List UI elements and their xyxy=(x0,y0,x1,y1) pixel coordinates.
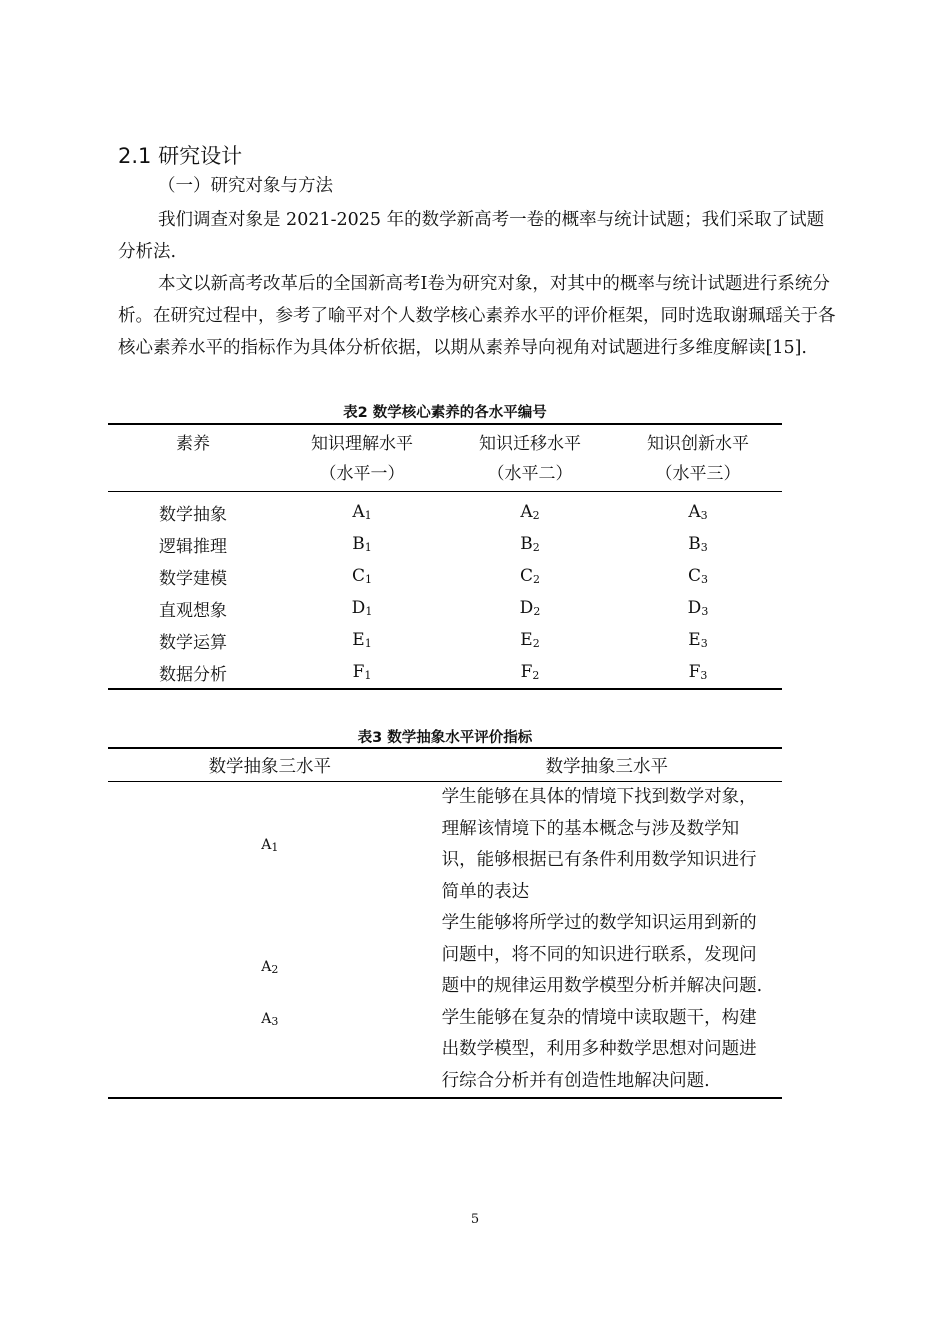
code-letter: E xyxy=(520,630,533,650)
code-letter: F xyxy=(520,662,533,682)
code-letter: B xyxy=(520,534,533,554)
code-level: 2 xyxy=(271,962,279,976)
code-letter: A xyxy=(261,1010,272,1027)
indicator-description: 学生能够在复杂的情境中读取题干，构建出数学模型，利用多种数学思想对问题进行综合分析并有创造性地解决问题. xyxy=(441,1007,757,1091)
table2-header-cell xyxy=(278,424,446,492)
indicator-description: 学生能够在具体的情境下找到数学对象，理解该情境下的基本概念与涉及数学知识，能够根据已有条件利用数学知识进行简单的表达 xyxy=(441,787,757,902)
table2-caption: 表2 数学核心素养的各水平编号 xyxy=(343,405,547,421)
code-level: 1 xyxy=(365,573,372,586)
code-level: 2 xyxy=(533,573,540,586)
level-code xyxy=(446,624,614,656)
code-letter: F xyxy=(688,662,701,682)
level-code xyxy=(278,624,446,656)
table-row xyxy=(108,656,782,689)
table2-header-row xyxy=(108,424,782,492)
section-heading: 2.1 研究设计 xyxy=(118,144,243,168)
code-letter: A xyxy=(520,502,533,522)
table2-header-cell xyxy=(614,424,782,492)
indicator-code xyxy=(108,1003,432,1099)
indicator-code xyxy=(108,908,432,1003)
level-code xyxy=(278,656,446,689)
level-code xyxy=(446,592,614,624)
page-number: 5 xyxy=(470,1212,480,1227)
header-line2: （水平三） xyxy=(655,464,741,484)
table3-header-cell: 数学抽象三水平 xyxy=(108,748,432,782)
literacy-name: 数学运算 xyxy=(159,632,227,653)
table-row xyxy=(108,528,782,560)
literacy-name: 直观想象 xyxy=(159,600,227,621)
code-letter: A xyxy=(261,836,272,853)
level-code xyxy=(614,560,782,592)
code-level: 3 xyxy=(700,541,708,554)
code-level: 3 xyxy=(701,573,708,586)
code-letter: D xyxy=(519,598,534,618)
header-line1: 知识创新水平 xyxy=(647,434,749,454)
code-letter: D xyxy=(687,598,702,618)
level-code xyxy=(446,492,614,529)
code-level: 3 xyxy=(271,1014,279,1028)
paragraph-2: 本文以新高考改革后的全国新高考Ⅰ卷为研究对象，对其中的概率与统计试题进行系统分析。在研究过程中，参考了喻平对个人数学核心素养水平的评价框架，同时选取谢珮瑶关于各核心素养水平的指标作为具体分析依据，以期从素养导向视角对试题进行多维度解读[15]. xyxy=(118,274,836,358)
table3-header-cell: 数学抽象三水平 xyxy=(432,748,782,782)
code-letter: E xyxy=(352,630,365,650)
literacy-name: 数据分析 xyxy=(159,664,227,685)
level-code xyxy=(614,592,782,624)
code-letter: B xyxy=(352,534,365,554)
code-letter: C xyxy=(519,566,533,586)
code-letter: C xyxy=(351,566,365,586)
header-line1: 知识迁移水平 xyxy=(479,434,581,454)
literacy-name: 数学抽象 xyxy=(159,504,227,525)
code-level: 2 xyxy=(533,605,541,618)
code-level: 3 xyxy=(700,509,708,522)
header-line1: 知识理解水平 xyxy=(311,434,413,454)
code-level: 1 xyxy=(364,541,372,554)
code-level: 2 xyxy=(532,637,540,650)
code-level: 3 xyxy=(700,637,708,650)
level-code xyxy=(614,624,782,656)
table3 xyxy=(108,747,782,1099)
code-letter: F xyxy=(352,662,365,682)
level-code xyxy=(278,592,446,624)
table-row xyxy=(108,492,782,529)
code-level: 1 xyxy=(365,605,373,618)
table-row xyxy=(108,782,782,909)
code-letter: A xyxy=(688,502,701,522)
code-level: 2 xyxy=(532,669,540,682)
level-code xyxy=(614,492,782,529)
paragraph-1: 我们调查对象是 2021-2025 年的数学新高考一卷的概率与统计试题；我们采取了试题分析法. xyxy=(118,210,825,262)
code-level: 1 xyxy=(364,669,372,682)
table-row xyxy=(108,908,782,1003)
code-level: 3 xyxy=(700,669,708,682)
table-row xyxy=(108,592,782,624)
indicator-code xyxy=(108,782,432,909)
code-letter: A xyxy=(352,502,365,522)
level-code xyxy=(614,656,782,689)
code-level: 3 xyxy=(701,605,709,618)
table2 xyxy=(108,423,782,690)
code-level: 1 xyxy=(364,637,372,650)
literacy-name: 逻辑推理 xyxy=(159,536,227,557)
level-code xyxy=(278,528,446,560)
code-letter: A xyxy=(261,958,272,975)
level-code xyxy=(278,492,446,529)
table2-header-cell xyxy=(446,424,614,492)
level-code xyxy=(278,560,446,592)
code-letter: D xyxy=(351,598,366,618)
header-line1: 素养 xyxy=(176,434,210,454)
level-code xyxy=(446,560,614,592)
code-level: 1 xyxy=(364,509,372,522)
table2-header-cell xyxy=(108,424,278,492)
table-row xyxy=(108,1003,782,1099)
table-row xyxy=(108,560,782,592)
indicator-description: 学生能够将所学过的数学知识运用到新的问题中，将不同的知识进行联系，发现问题中的规律运用数学模型分析并解决问题. xyxy=(441,913,763,996)
code-letter: B xyxy=(688,534,701,554)
code-level: 1 xyxy=(271,840,279,854)
header-line2: （水平一） xyxy=(319,464,405,484)
level-code xyxy=(446,656,614,689)
table3-header-row xyxy=(108,748,782,782)
code-level: 2 xyxy=(532,541,540,554)
literacy-name: 数学建模 xyxy=(159,568,227,589)
level-code xyxy=(446,528,614,560)
code-letter: C xyxy=(687,566,701,586)
table-row xyxy=(108,624,782,656)
code-letter: E xyxy=(688,630,701,650)
code-level: 2 xyxy=(532,509,540,522)
level-code xyxy=(614,528,782,560)
table3-caption: 表3 数学抽象水平评价指标 xyxy=(357,730,533,746)
header-line2: （水平二） xyxy=(487,464,573,484)
subheading: （一）研究对象与方法 xyxy=(158,176,333,196)
